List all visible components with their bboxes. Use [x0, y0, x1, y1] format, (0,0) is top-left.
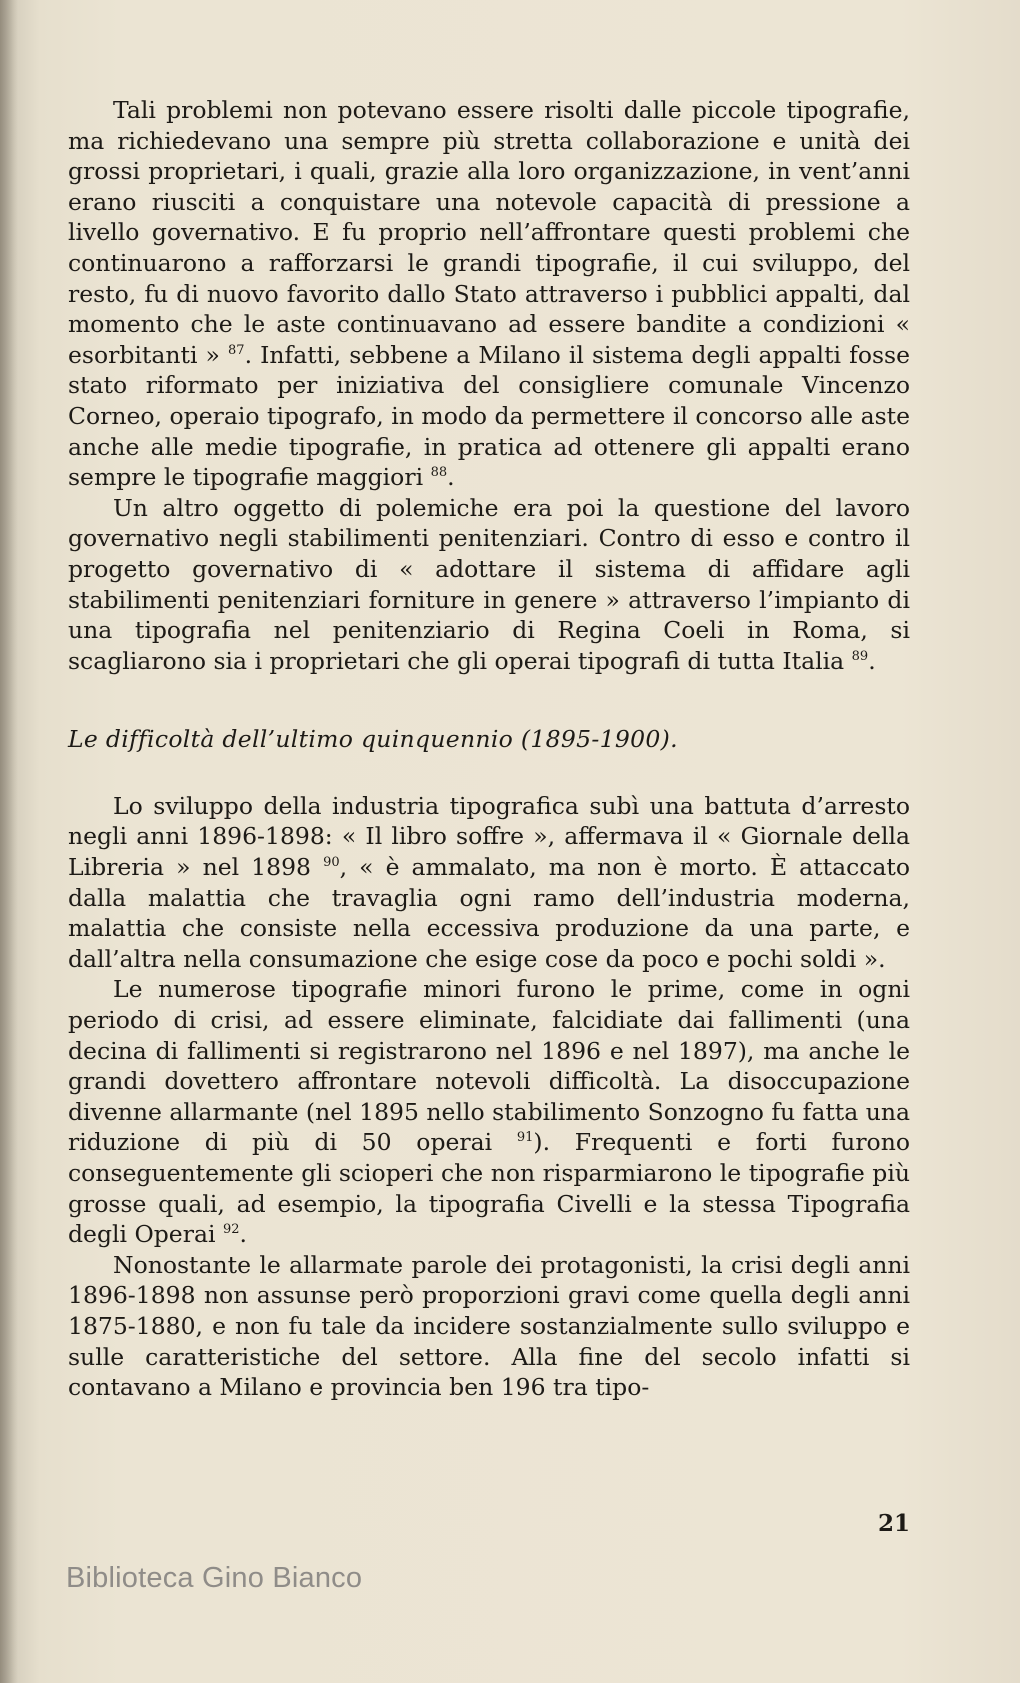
footnote-ref-89: 89	[851, 648, 869, 664]
paragraph-text: Nonostante le allarmate parole dei protagonisti, la crisi degli anni 1896-1898 non assunse però proporzioni gravi come quella degli anni 1875-1880, e non fu tale da incidere sostanzialmente sullo sviluppo e sulle caratteristiche del settore. Alla fine del secolo infatti si contavano a Milano e provincia ben 196 tra tipo-	[68, 1250, 910, 1402]
paragraph-2	[68, 493, 910, 677]
section-heading: Le difficoltà dell’ultimo quinquennio (1895-1900).	[68, 725, 678, 754]
paragraph-text: Tali problemi non potevano essere risolti dalle piccole tipografie, ma richiedevano una sempre più stretta collaborazione e unità dei grossi proprietari, i quali, grazie alla loro organizzazione, in vent’anni erano riusciti a conquistare una notevole capacità di pressione a livello governativo. E fu proprio nell’affrontare questi problemi che continuarono a rafforzarsi le grandi tipografie, il cui sviluppo, del resto, fu di nuovo favorito dallo Stato attraverso i pubblici appalti, dal momento che le aste continuavano ad essere bandite a condizioni « esorbitanti »	[68, 96, 910, 369]
paragraph-text: , « è ammalato, ma non è morto. È attaccato dalla malattia che travaglia ogni ramo dell’industria moderna, malattia che consiste nella eccessiva produzione da una parte, e dall’altra nella consumazione che esige cose da poco e pochi soldi ».	[68, 853, 911, 973]
paragraph-text: Lo sviluppo della industria tipografica subì una battuta d’arresto negli anni 1896-1898: « Il libro soffre », affermava il « Giornale della Libreria » nel 1898	[68, 791, 910, 882]
paragraph-text: Le numerose tipografie minori furono le prime, come in ogni periodo di crisi, ad essere eliminate, falcidiate dai fallimenti (una decina di fallimenti si registrarono nel 1896 e nel 1897), ma anche le grandi dovettero affrontare notevoli difficoltà. La disoccupazione divenne allarmante (nel 1895 nello stabilimento Sonzogno fu fatta una riduzione di più di 50 operai	[68, 975, 910, 1157]
footnote-ref-90: 90	[323, 855, 340, 871]
paragraph-text: .	[239, 1220, 247, 1249]
paragraph-1	[68, 95, 910, 493]
paragraph-text: .	[868, 646, 876, 675]
paragraph-text: ). Frequenti e forti furono conseguentemente gli scioperi che non risparmiarono le tipografie più grosse quali, ad esempio, la tipografia Civelli e la stessa Tipografia degli Operai	[68, 1128, 910, 1249]
body-text	[68, 95, 910, 1403]
footnote-ref-92: 92	[222, 1222, 240, 1238]
paragraph-text: .	[447, 463, 455, 492]
footnote-ref-87: 87	[228, 342, 245, 358]
footnote-ref-91: 91	[516, 1130, 534, 1146]
paragraph-text: . Infatti, sebbene a Milano il sistema degli appalti fosse stato riformato per iniziativa del consigliere comunale Vincenzo Corneo, operaio tipografo, in modo da permettere il concorso alle aste anche alle medie tipografie, in pratica ad ottenere gli appalti erano sempre le tipografie maggiori	[68, 340, 910, 492]
library-watermark: Biblioteca Gino Bianco	[66, 1562, 363, 1594]
paragraph-text: Un altro oggetto di polemiche era poi la questione del lavoro governativo negli stabilimenti penitenziari. Contro di esso e contro il progetto governativo di « adottare il sistema di affidare agli stabilimenti penitenziari forniture in genere » attraverso l’impianto di una tipografia nel penitenziario di Regina Coeli in Roma, si scagliarono sia i proprietari che gli operai tipografi di tutta Italia	[68, 493, 910, 675]
footnote-ref-88: 88	[430, 465, 448, 481]
paragraph-3	[68, 791, 910, 975]
paragraph-5	[68, 1250, 910, 1403]
page-number: 21	[877, 1510, 910, 1537]
paragraph-4	[68, 974, 910, 1249]
